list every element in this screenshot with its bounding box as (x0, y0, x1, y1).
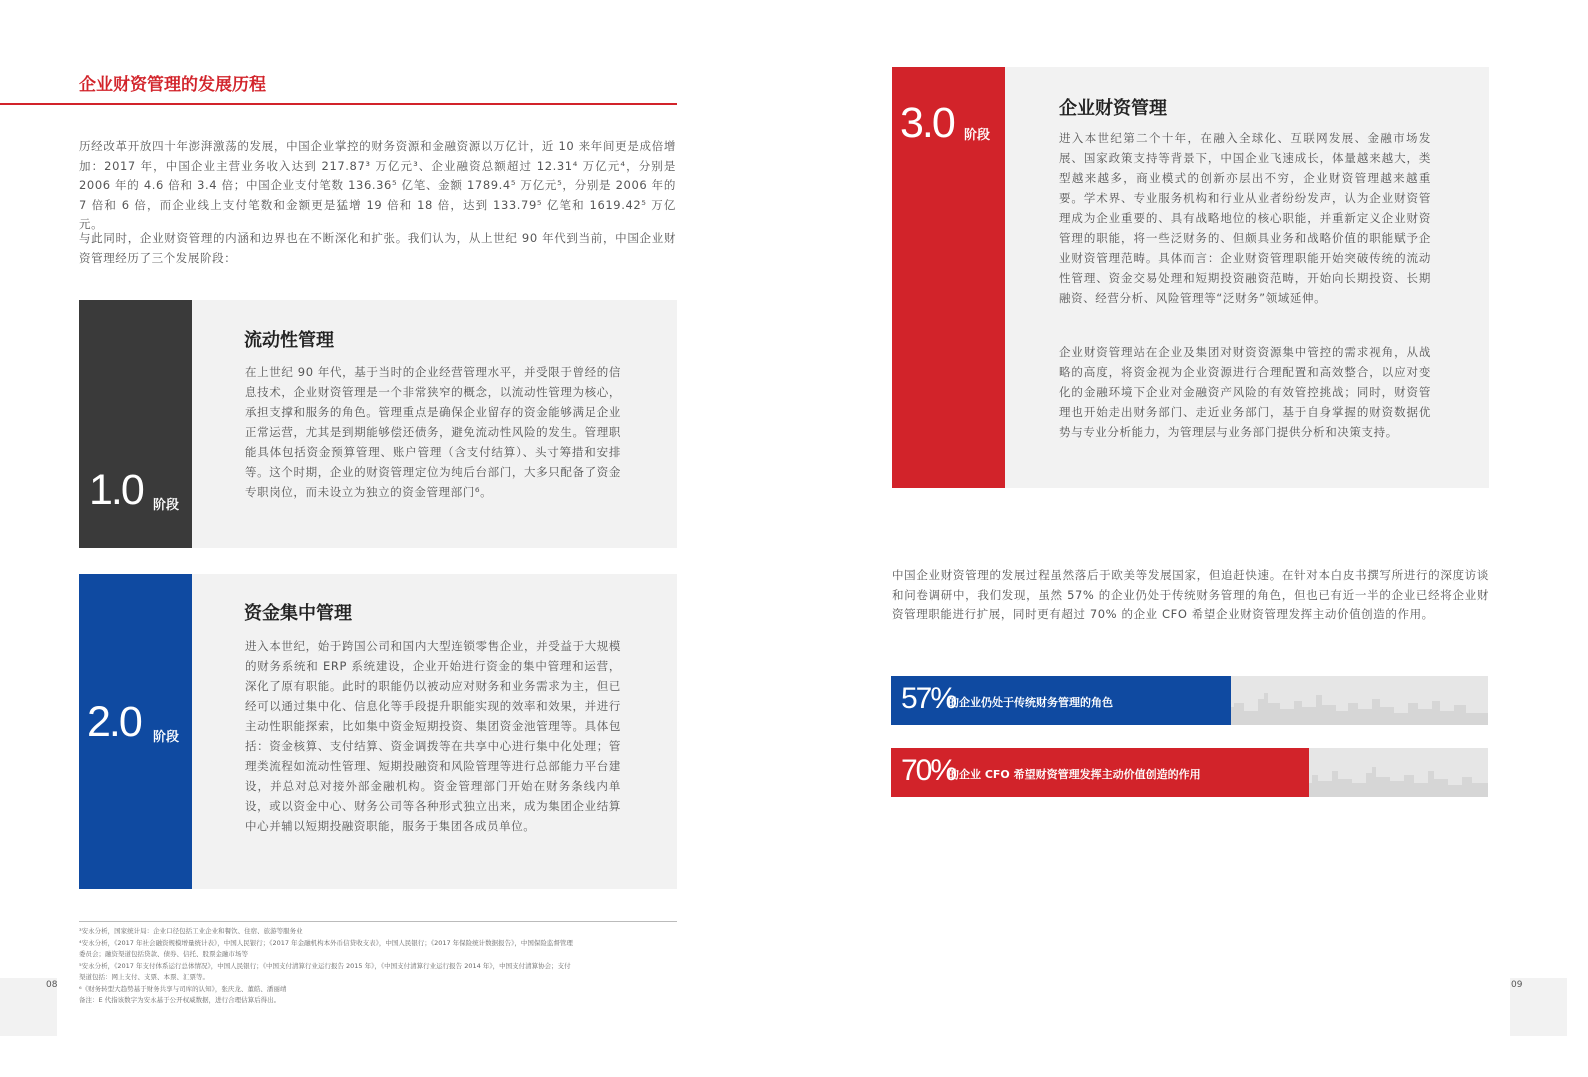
page-number-left: 08 (46, 980, 58, 990)
stage-text-3: 进入本世纪第二个十年，在融入全球化、互联网发展、金融市场发展、国家政策支持等背景下，中国企业飞速成长，体量越来越大，类型越来越多，商业模式的创新亦层出不穷，企业财资管理越来越重要。学术界、专业服务机构和行业从业者纷纷发声，认为企业财资管理成为企业重要的、具有战略地位的核心职能，并重新定义企业财资管理的职能，将一些泛财务的、但颇具业务和战略价值的职能赋予企业财资管理范畴。具体而言：企业财资管理职能开始突破传统的流动性管理、资金交易处理和短期投资融资范畴，开始向长期投资、长期融资、经营分析、风险管理等“泛财务”领域延伸。 (1059, 131, 1431, 305)
section-title: 企业财资管理的发展历程 (79, 75, 266, 95)
intro-paragraph-2: 与此同时，企业财资管理的内涵和边界也在不断深化和扩张。我们认为，从上世纪 90 年代到当前，中国企业财资管理经历了三个发展阶段： (79, 231, 676, 265)
stat-percent-57: 57% (901, 682, 956, 715)
stage-text-3b: 企业财资管理站在企业及集团对财资资源集中管控的需求视角，从战略的高度，将资金视为企业资源进行合理配置和高效整合，以应对变化的金融环境下企业对金融资产风险的有效管控挑战；同时，财资管理也开始走出财务部门、走近业务部门，基于自身掌握的财资数据优势与专业分析能力，为管理层与业务部门提供分析和决策支持。 (1059, 345, 1431, 439)
footnote-5: ⁵安永分析，《2017 年支付体系运行总体情况》，中国人民银行；《中国支付清算行业运行报告 2015 年》，《中国支付清算行业运行报告 2014 年》，中国支付清算协会；支付 (79, 961, 571, 970)
footnote-remark: 备注：E 代指该数字为安永基于公开权威数据，进行合理估算后得出。 (79, 996, 281, 1004)
footnote-4-cont: 委员会；融资渠道包括贷款、债券、信托、股票金融市场等 (79, 950, 248, 958)
stat-bar-57 (891, 676, 1488, 725)
footnote-rule (79, 921, 677, 922)
stage-title-2: 资金集中管理 (244, 603, 352, 624)
stat-bar-70 (891, 748, 1488, 797)
stage-label-3: 阶段 (964, 128, 991, 143)
stage-number-2: 2.0 (87, 698, 141, 746)
stage-text-1: 在上世纪 90 年代，基于当时的企业经营管理水平，并受限于曾经的信息技术，企业财资管理是一个非常狭窄的概念，以流动性管理为核心，承担支撑和服务的角色。管理重点是确保企业留存的资金能够满足企业正常运营，尤其是到期能够偿还债务，避免流动性风险的发生。管理职能具体包括资金预算管理、账户管理（含支付结算）、头寸筹措和安排等。这个时期，企业的财资管理定位为纯后台部门，大多只配备了资金专职岗位，而未设立为独立的资金管理部门⁶。 (245, 365, 621, 499)
page-number-right: 09 (1511, 980, 1523, 990)
stage-label-1: 阶段 (153, 498, 180, 513)
footnotes (79, 926, 677, 1007)
stage-title-3: 企业财资管理 (1059, 98, 1167, 119)
stage-card-3 (892, 67, 1489, 488)
stage-card-2 (79, 574, 677, 889)
stat-text-57: 的企业仍处于传统财务管理的角色 (948, 696, 1113, 709)
footnote-3: ³安永分析，国家统计局：企业口径包括工业企业和餐饮、住宿、旅游等服务业 (79, 927, 303, 935)
stat-text-70: 的企业 CFO 希望财资管理发挥主动价值创造的作用 (948, 768, 1201, 781)
stage-number-1: 1.0 (89, 466, 143, 514)
stage-title-1: 流动性管理 (244, 330, 334, 351)
stage-label-2: 阶段 (153, 730, 180, 745)
footnote-5-cont: 渠道包括：网上支付、支票、本票、汇票等。 (79, 973, 209, 981)
summary-paragraph: 中国企业财资管理的发展过程虽然落后于欧美等发展国家，但追赶快速。在针对本白皮书撰写所进行的深度访谈和问卷调研中，我们发现，虽然 57% 的企业仍处于传统财务管理的角色，但也已有近一半的企业已经将企业财资管理职能进行扩展，同时更有超过 70% 的企业 CFO 希望企业财资管理发挥主动价值创造的作用。 (892, 568, 1489, 621)
stage-number-3: 3.0 (900, 99, 954, 147)
title-rule (0, 103, 677, 105)
skyline-graphic (1278, 761, 1488, 797)
stat-percent-70: 70% (901, 754, 956, 787)
stage-card-1 (79, 300, 677, 548)
intro-paragraph-1: 历经改革开放四十年澎湃激荡的发展，中国企业掌控的财务资源和金融资源以万亿计，近 10 来年间更是成倍增加：2017 年，中国企业主营业务收入达到 217.87³ 万亿元³、企业融资总额超过 12.31⁴ 万亿元⁴，分别是 2006 年的 4.6 倍和 3.4 倍；中国企业支付笔数 136.36⁵ 亿笔、金额 1789.4⁵ 万亿元⁵，分别是 2006 年的 7 倍和 6 倍，而企业线上支付笔数和金额更是猛增 19 倍和 18 倍，达到 133.79⁵ 亿笔和 1619.42⁵ 万亿元。 (79, 139, 676, 231)
footnote-6: ⁶《财务转型大趋势基于财务共享与司库的认知》，张庆龙、董皓、潘丽靖 (79, 984, 287, 993)
stage-text-2: 进入本世纪，始于跨国公司和国内大型连锁零售企业，并受益于大规模的财务系统和 ERP 系统建设，企业开始进行资金的集中管理和运营，深化了原有职能。此时的职能仍以被动应对财务和业务需求为主，但已经可以通过集中化、信息化等手段提升职能实现的效率和效果，并进行主动性职能探索，比如集中资金短期投资、集团资金池管理等。具体包括：资金核算、支付结算、资金调拨等在共享中心进行集中化处理；管理类流程如流动性管理、短期投融资和风险管理等进行总部能力平台建设，并总对总对接外部金融机构。资金管理部门开始在财务条线内单设，或以资金中心、财务公司等各种形式独立出来，成为集团企业结算中心并辅以短期投融资职能，服务于集团各成员单位。 (245, 639, 621, 833)
footnote-4: ⁴安永分析，《2017 年社会融资规模增量统计表》，中国人民银行；《2017 年金融机构本外币信贷收支表》，中国人民银行；《2017 年保险统计数据报告》，中国保险监督管理 (79, 938, 573, 947)
